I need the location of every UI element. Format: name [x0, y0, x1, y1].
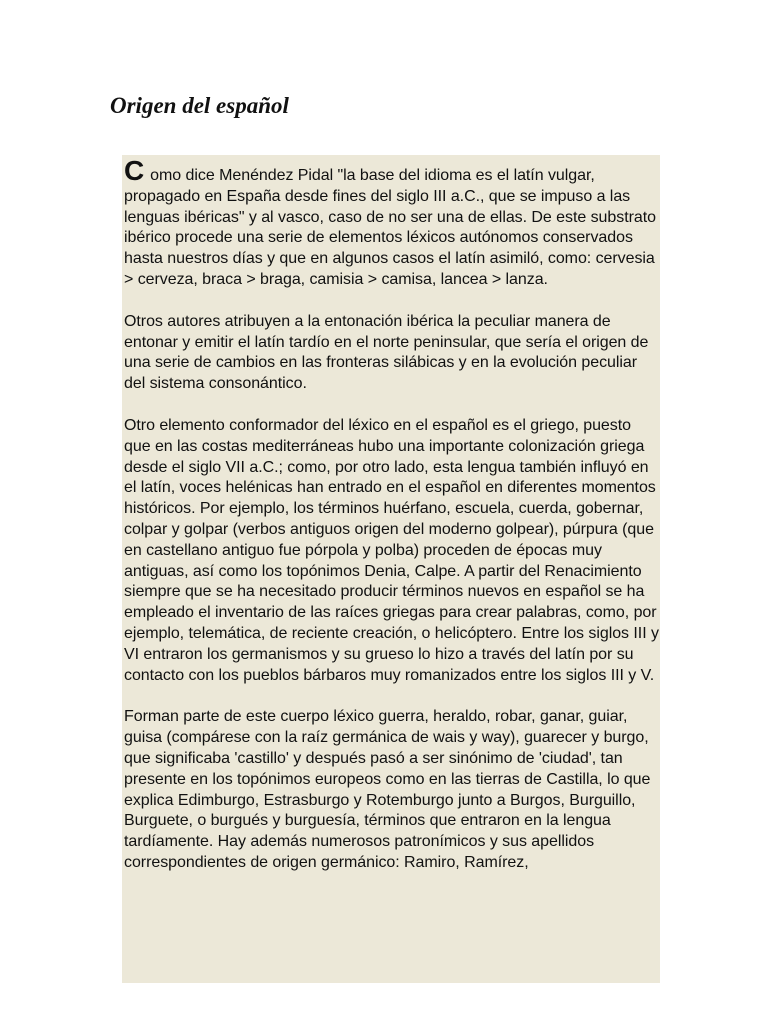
paragraph-1: [124, 155, 660, 291]
page-title: Origen del español: [110, 93, 289, 118]
paragraph-2: Otros autores atribuyen a la entonación ibérica la peculiar manera de entonar y emitir el latín tardío en el norte peninsular, que sería el origen de una serie de cambios en las fronteras silábicas y en la evolución peculiar del sistema consonántico.: [124, 312, 649, 393]
paragraph-1-text: omo dice Menéndez Pidal "la base del idioma es el latín vulgar, propagado en España desde fines del siglo III a.C., que se impuso a las lenguas ibéricas" y al vasco, caso de no ser una de ellas. De este substrato ibérico procede una serie de elementos léxicos autónomos conservados hasta nuestros días y que en algunos casos el latín asimiló, como: cervesia > cerveza, braca > braga, camisia > camisa, lancea > lanza.: [124, 167, 656, 288]
paragraph-3: Otro elemento conformador del léxico en el español es el griego, puesto que en las costas mediterráneas hubo una importante colonización griega desde el siglo VII a.C.; como, por otro lado, esta lengua también influyó en el latín, voces helénicas han entrado en el español en diferentes momentos históricos. Por ejemplo, los términos huérfano, escuela, cuerda, gobernar, colpar y golpar (verbos antiguos origen del moderno golpear), púrpura (que en castellano antiguo fue pórpola y polba) proceden de épocas muy antiguas, así como los topónimos Denia, Calpe. A partir del Renacimiento siempre que se ha necesitado producir términos nuevos en español se ha empleado el inventario de las raíces griegas para crear palabras, como, por ejemplo, telemática, de reciente creación, o helicóptero. Entre los siglos III y VI entraron los germanismos y su grueso lo hizo a través del latín por su contacto con los pueblos bárbaros muy romanizados entre los siglos III y V.: [124, 416, 659, 684]
drop-cap-letter: C: [124, 155, 145, 186]
paragraph-4: Forman parte de este cuerpo léxico guerra, heraldo, robar, ganar, guiar, guisa (compárese con la raíz germánica de wais y way), guarecer y burgo, que significaba 'castillo' y después pasó a ser sinónimo de 'ciudad', tan presente en los topónimos europeos como en las tierras de Castilla, lo que explica Edimburgo, Estrasburgo y Rotemburgo junto a Burgos, Burguillo, Burguete, o burgués y burguesía, términos que entraron en la lengua tardíamente. Hay además numerosos patronímicos y sus apellidos correspondientes de origen germánico: Ramiro, Ramírez,: [124, 708, 651, 871]
article-text-panel: [122, 155, 660, 983]
